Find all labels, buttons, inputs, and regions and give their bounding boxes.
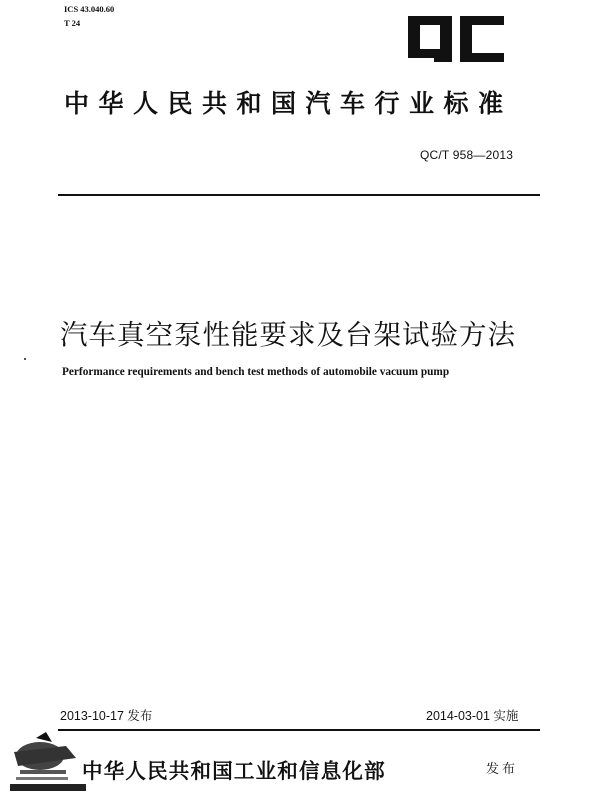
footer-divider [58,729,540,731]
ics-code: ICS 43.040.60 [64,4,115,14]
standard-category-title: 中华人民共和国汽车行业标准 [64,89,513,118]
seal-text [0,0,1,1]
document-title-en: Performance requirements and bench test methods of automobile vacuum pump [62,366,450,378]
classification-code: T 24 [64,18,81,28]
implement-date: 2014-03-01 实施 [426,709,519,723]
issue-label: 发布 [486,762,519,777]
watermark-seal [6,730,90,792]
qc-logo [406,16,506,62]
issuing-authority: 中华人民共和国工业和信息化部 [82,759,386,783]
scan-speck [24,358,26,360]
document-title-cn: 汽车真空泵性能要求及台架试验方法 [60,319,516,351]
standard-number: QC/T 958—2013 [420,148,514,162]
header-divider [58,194,540,196]
release-date: 2013-10-17 发布 [60,709,153,723]
